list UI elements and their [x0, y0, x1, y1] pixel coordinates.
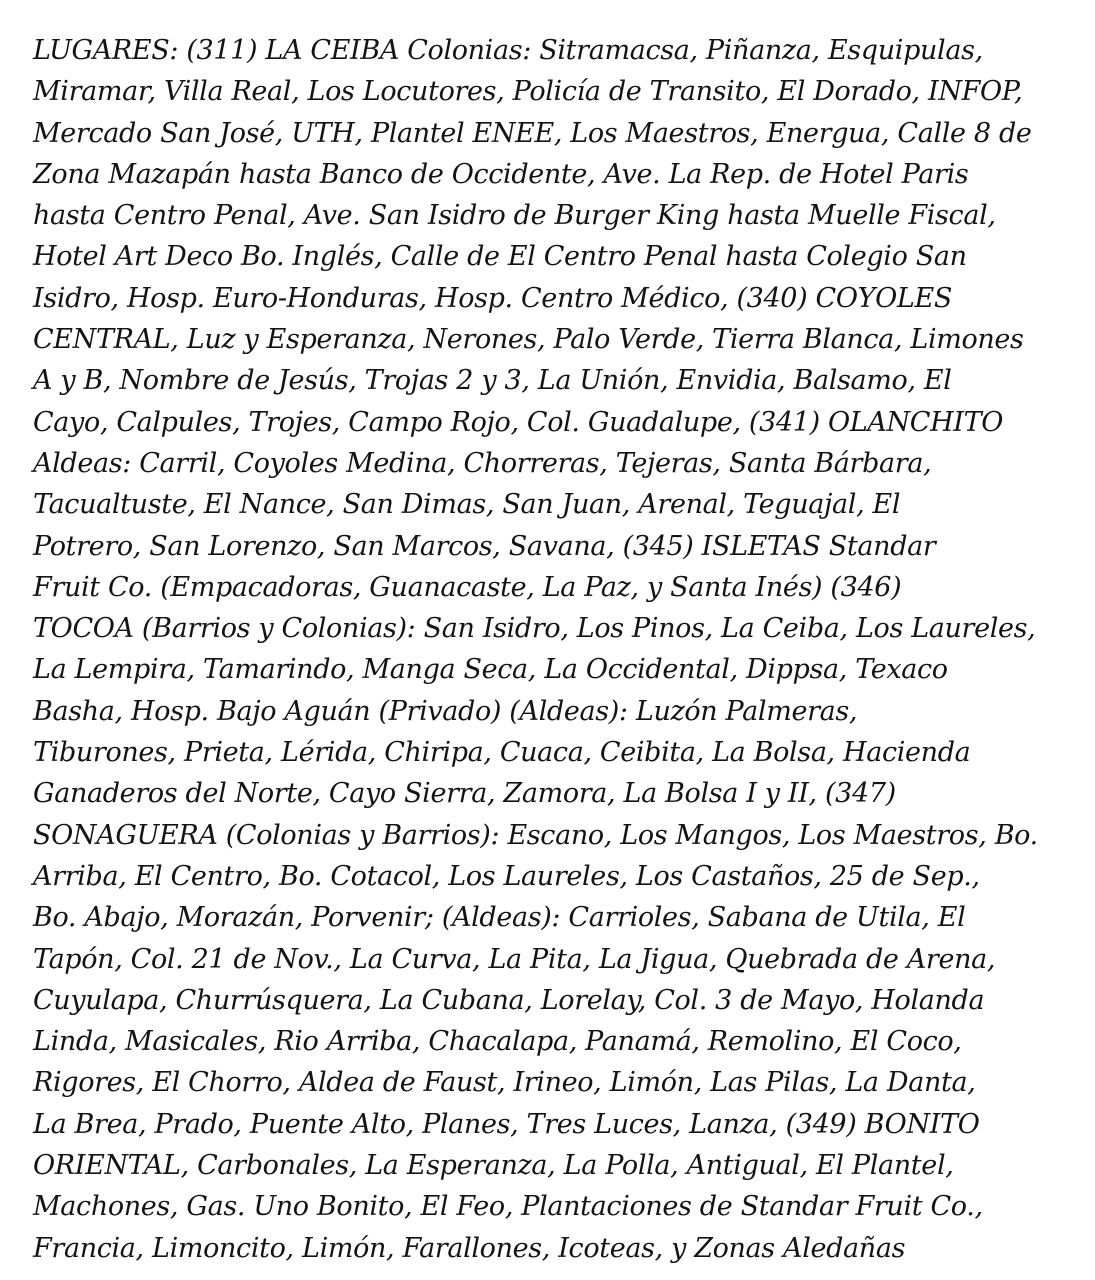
- text-line: Linda, Masicales, Rio Arriba, Chacalapa, Panamá, Remolino, El Coco,: [33, 1026, 962, 1058]
- text-line: Miramar, Villa Real, Los Locutores, Policía de Transito, El Dorado, INFOP,: [33, 76, 1023, 108]
- text-line: LUGARES: (311) LA CEIBA Colonias: Sitramacsa, Piñanza, Esquipulas,: [33, 35, 983, 66]
- text-line: Isidro, Hosp. Euro-Honduras, Hosp. Centro Médico, (340) COYOLES: [33, 282, 952, 314]
- text-line: Cayo, Calpules, Trojes, Campo Rojo, Col. Guadalupe, (341) OLANCHITO: [33, 406, 1004, 438]
- text-line: Machones, Gas. Uno Bonito, El Feo, Plantaciones de Standar Fruit Co.,: [33, 1191, 983, 1223]
- text-line: Tacualtuste, El Nance, San Dimas, San Juan, Arenal, Teguajal, El: [33, 489, 901, 521]
- text-line: TOCOA (Barrios y Colonias): San Isidro, Los Pinos, La Ceiba, Los Laureles,: [33, 613, 1036, 645]
- text-line: Tiburones, Prieta, Lérida, Chiripa, Cuaca, Ceibita, La Bolsa, Hacienda: [33, 737, 971, 769]
- text-line: Arriba, El Centro, Bo. Cotacol, Los Laureles, Los Castaños, 25 de Sep.,: [33, 860, 980, 892]
- text-line: Tapón, Col. 21 de Nov., La Curva, La Pita, La Jigua, Quebrada de Arena,: [33, 943, 996, 975]
- text-line: A y B, Nombre de Jesús, Trojas 2 y 3, La Unión, Envidia, Balsamo, El: [33, 365, 952, 397]
- locations-text-block: [33, 30, 1083, 1269]
- text-line: Potrero, San Lorenzo, San Marcos, Savana, (345) ISLETAS Standar: [33, 530, 936, 562]
- text-line: Zona Mazapán hasta Banco de Occidente, Ave. La Rep. de Hotel Paris: [33, 158, 969, 190]
- text-line: Ganaderos del Norte, Cayo Sierra, Zamora, La Bolsa I y II, (347): [33, 778, 896, 810]
- text-line: Basha, Hosp. Bajo Aguán (Privado) (Aldeas): Luzón Palmeras,: [33, 695, 858, 727]
- text-line: Hotel Art Deco Bo. Inglés, Calle de El Centro Penal hasta Colegio San: [33, 241, 967, 273]
- text-line: Cuyulapa, Churrúsquera, La Cubana, Lorelay, Col. 3 de Mayo, Holanda: [33, 984, 985, 1016]
- text-line: La Lempira, Tamarindo, Manga Seca, La Occidental, Dippsa, Texaco: [33, 654, 948, 686]
- text-line: La Brea, Prado, Puente Alto, Planes, Tres Luces, Lanza, (349) BONITO: [33, 1108, 980, 1140]
- text-line: Francia, Limoncito, Limón, Farallones, Icoteas, y Zonas Aledañas: [33, 1232, 906, 1264]
- text-line: CENTRAL, Luz y Esperanza, Nerones, Palo Verde, Tierra Blanca, Limones: [33, 324, 1024, 356]
- text-line: Bo. Abajo, Morazán, Porvenir; (Aldeas): Carrioles, Sabana de Utila, El: [33, 902, 966, 934]
- text-line: hasta Centro Penal, Ave. San Isidro de Burger King hasta Muelle Fiscal,: [33, 200, 996, 232]
- text-line: Rigores, El Chorro, Aldea de Faust, Irineo, Limón, Las Pilas, La Danta,: [33, 1067, 976, 1099]
- text-line: Mercado San José, UTH, Plantel ENEE, Los Maestros, Energua, Calle 8 de: [33, 117, 1032, 149]
- text-line: Fruit Co. (Empacadoras, Guanacaste, La Paz, y Santa Inés) (346): [33, 571, 902, 603]
- text-line: ORIENTAL, Carbonales, La Esperanza, La Polla, Antigual, El Plantel,: [33, 1150, 954, 1182]
- text-line: Aldeas: Carril, Coyoles Medina, Chorreras, Tejeras, Santa Bárbara,: [33, 447, 932, 479]
- text-line: SONAGUERA (Colonias y Barrios): Escano, Los Mangos, Los Maestros, Bo.: [33, 819, 1038, 851]
